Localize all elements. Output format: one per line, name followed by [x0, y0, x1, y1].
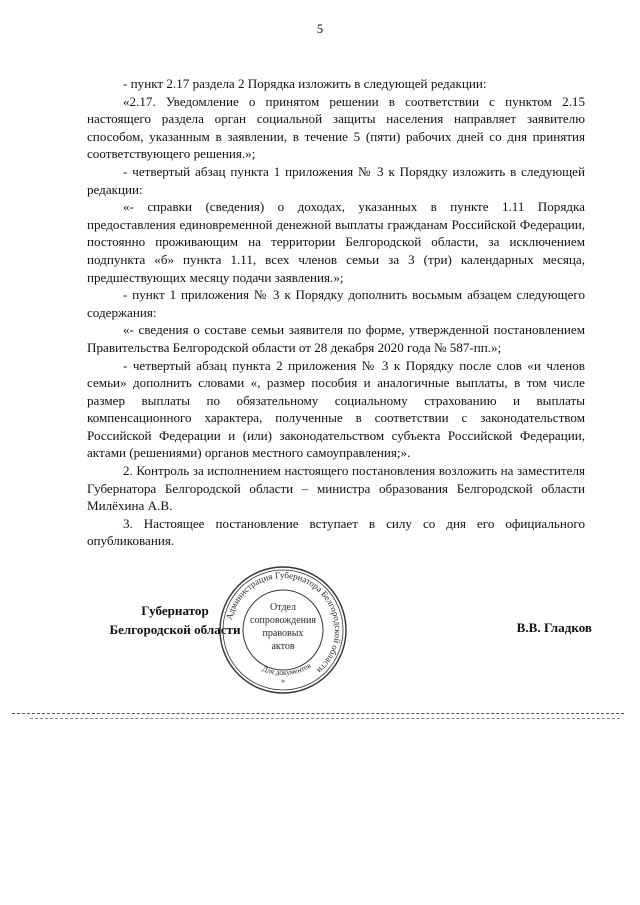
stamp-ring-text: Администрация Губернатора Белгородской области [224, 569, 344, 676]
paragraph: «- справки (сведения) о доходах, указанных в пункте 1.11 Порядка предоставления единовременной денежной выплаты гражданам Российской Федерации, постоянно проживающим на территории Белгородской области, за исключением подпункта «б» пункта 1.11, всех членов семьи за 3 (три) календарных месяца, предшествующих месяцу подачи заявления.»; [87, 199, 585, 285]
page-divider [30, 718, 620, 719]
stamp-center-line: правовых [262, 628, 304, 639]
position-line: Белгородской области [109, 622, 241, 637]
paragraph: - пункт 1 приложения № 3 к Порядку дополнить восьмым абзацем следующего содержания: [87, 287, 585, 320]
paragraph: «2.17. Уведомление о принятом решении в соответствии с пунктом 2.15 настоящего раздела орган социальной защиты населения направляет заявителю способом, указанным в заявлении, в течение 5 (пяти) рабочих дней со дня принятия соответствующего решения.»; [87, 93, 585, 162]
paragraph: 3. Настоящее постановление вступает в силу со дня его официального опубликования. [87, 515, 585, 549]
paragraph: - четвертый абзац пункта 2 приложения № 3 к Порядку после слов «и членов семьи» дополнить словами «, размер пособия и аналогичные выплаты, в том числе размер выплаты по обязательному социальному страхованию и выплаты компенсационного характера, полученные в соответствии с законодательством Российской Федерации и (или) законодательством субъекта Российской Федерации, актами (решениями) органов местного самоуправления;». [87, 357, 585, 461]
position-line: Губернатор [141, 603, 209, 618]
stamp-bottom-text: Для документов [261, 660, 313, 678]
signatory-name: В.В. Гладков [516, 620, 592, 635]
stamp-center-line: сопровождения [250, 615, 316, 626]
paragraph: 2. Контроль за исполнением настоящего постановления возложить на заместителя Губернатора Белгородской области – министра образования Белгородской области Милёхина А.В. [87, 463, 585, 514]
paragraph: - пункт 2.17 раздела 2 Порядка изложить в следующей редакции: [123, 76, 487, 91]
paragraph: «- сведения о составе семьи заявителя по форме, утвержденной постановлением Правительства Белгородской области от 28 декабря 2020 года № 587-пп.»; [87, 322, 585, 355]
stamp-star: * [281, 678, 285, 687]
stamp-center-line: актов [271, 641, 295, 652]
stamp-center-line: Отдел [270, 602, 296, 613]
signatory-position [100, 601, 250, 639]
page-divider [12, 713, 624, 714]
paragraph: - четвертый абзац пункта 1 приложения № 3 к Порядку изложить в следующей редакции: [87, 163, 585, 197]
page-number: 5 [316, 22, 324, 36]
document-body [87, 75, 585, 550]
